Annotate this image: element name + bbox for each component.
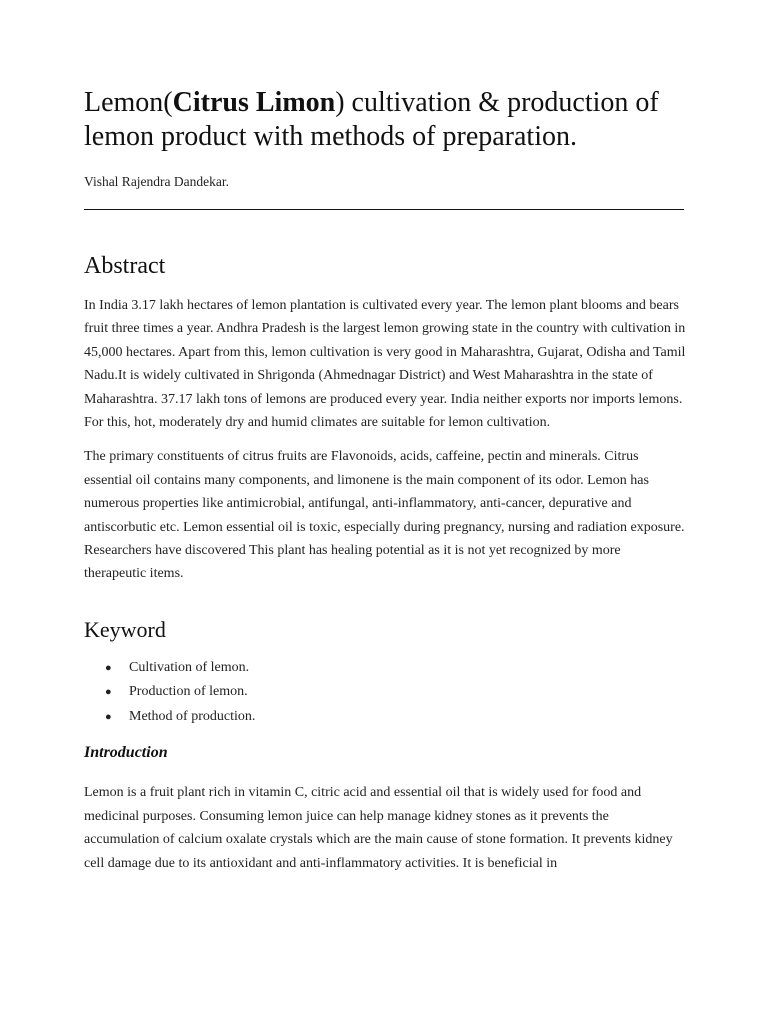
keyword-list <box>84 656 686 730</box>
abstract-paragraph-1: In India 3.17 lakh hectares of lemon plantation is cultivated every year. The lemon plant blooms and bears fruit three times a year. Andhra Pradesh is the largest lemon growing state in the country with cultivation in 45,000 hectares. Apart from this, lemon cultivation is very good in Maharashtra, Gujarat, Odisha and Tamil Nadu.It is widely cultivated in Shrigonda (Ahmednagar District) and West Maharashtra in the state of Maharashtra. 37.17 lakh tons of lemons are produced every year. India neither exports nor imports lemons. For this, hot, moderately dry and humid climates are suitable for lemon cultivation. <box>84 298 686 431</box>
keyword-item <box>84 656 686 681</box>
paper-title <box>84 86 686 154</box>
keyword-text: Method of production. <box>129 708 256 724</box>
bullet-icon: ● <box>105 686 112 699</box>
keyword-heading: Keyword <box>84 616 166 642</box>
bullet-icon: ● <box>105 661 112 674</box>
title-divider <box>84 209 684 210</box>
bullet-icon: ● <box>105 710 112 723</box>
author-name: Vishal Rajendra Dandekar. <box>84 174 230 189</box>
title-species-name: Citrus Limon <box>172 87 336 118</box>
keyword-text: Cultivation of lemon. <box>129 659 250 675</box>
abstract-heading: Abstract <box>84 253 166 279</box>
keyword-text: Production of lemon. <box>129 684 248 700</box>
title-part-1: Lemon( <box>84 87 173 118</box>
keyword-item <box>84 705 686 730</box>
keyword-item <box>84 680 686 705</box>
introduction-heading: Introduction <box>84 744 168 762</box>
introduction-paragraph: Lemon is a fruit plant rich in vitamin C, citric acid and essential oil that is widely used for food and medicinal purposes. Consuming lemon juice can help manage kidney stones as it prevents the accumulation of calcium oxalate crystals which are the main cause of stone formation. It prevents kidney cell damage due to its antioxidant and anti-inflammatory activities. It is beneficial in <box>84 785 673 871</box>
document-page <box>84 86 686 875</box>
title-part-2: ) cultivation & production of lemon product with methods of preparation. <box>84 87 659 152</box>
abstract-paragraph-2: The primary constituents of citrus fruits are Flavonoids, acids, caffeine, pectin and minerals. Citrus essential oil contains many components, and limonene is the main component of its odor. Lemon has numerous properties like antimicrobial, antifungal, anti-inflammatory, anti-cancer, depurative and antiscorbutic etc. Lemon essential oil is toxic, especially during pregnancy, nursing and radiation exposure. Researchers have discovered This plant has healing potential as it is not yet recognized by more therapeutic items. <box>84 449 685 582</box>
